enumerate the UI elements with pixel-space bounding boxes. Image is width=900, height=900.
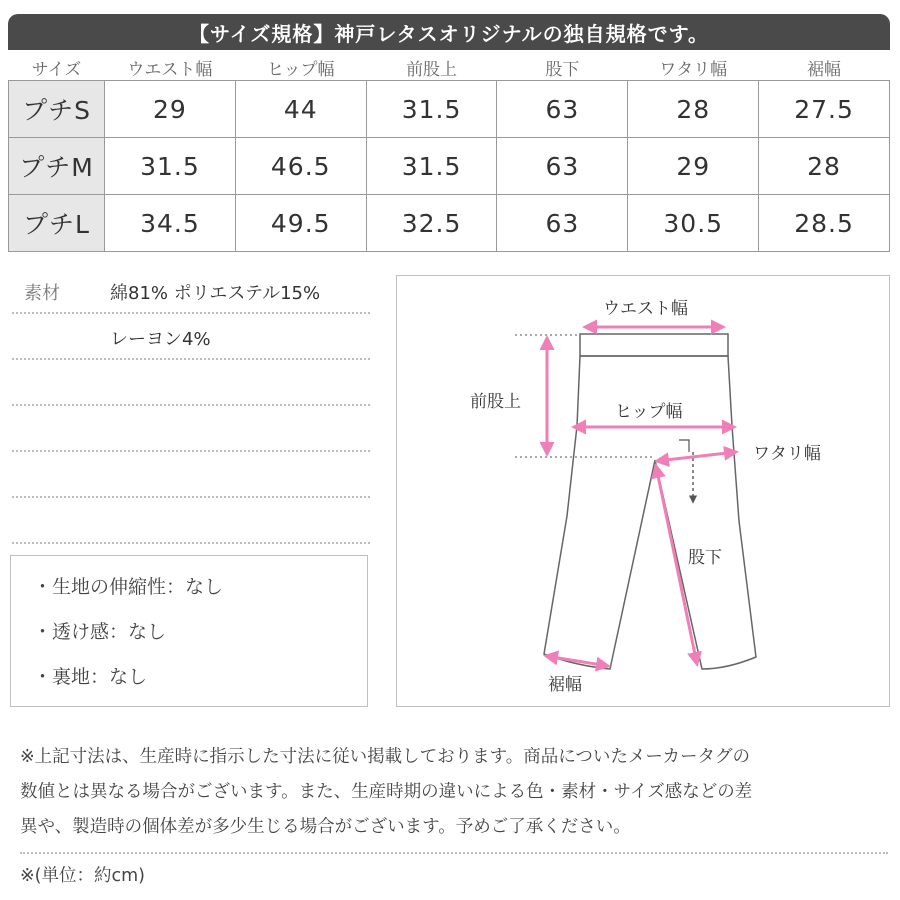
unit-note: ※(単位：約cm) xyxy=(20,866,145,886)
material-section xyxy=(12,268,370,544)
crotch-corner xyxy=(679,440,689,452)
table-row xyxy=(9,81,890,138)
thigh-label: ワタリ幅 xyxy=(753,444,821,464)
table-cell: 63 xyxy=(497,195,628,252)
disclaimer-line: 数値とは異なる場合がございます。また、生産時期の違いによる色・素材・サイズ感などの差 xyxy=(20,782,753,802)
column-header: 裾幅 xyxy=(807,59,842,80)
empty-dotted-row xyxy=(12,498,370,544)
fabric-notes-box xyxy=(10,555,368,707)
measurement-diagram xyxy=(396,275,890,707)
size-label: プチL xyxy=(9,195,105,252)
disclaimer-text xyxy=(20,740,888,845)
size-spec-header xyxy=(8,14,890,50)
header-title: 【サイズ規格】神戸レタスオリジナルの独自規格です。 xyxy=(189,21,709,46)
column-header: ヒップ幅 xyxy=(266,59,335,80)
hem-label: 裾幅 xyxy=(548,675,582,695)
table-cell: 28 xyxy=(759,138,890,195)
disclaimer-line: 異や、製造時の個体差が多少生じる場合がございます。予めご了承ください。 xyxy=(20,817,631,837)
divider xyxy=(20,852,888,854)
inseam-label: 股下 xyxy=(688,548,722,568)
empty-dotted-row xyxy=(12,452,370,498)
table-cell: 29 xyxy=(105,81,236,138)
hip-label: ヒップ幅 xyxy=(615,402,683,422)
table-cell: 44 xyxy=(235,81,366,138)
size-label: プチM xyxy=(9,138,105,195)
table-cell: 29 xyxy=(628,138,759,195)
size-label: プチS xyxy=(9,81,105,138)
pants-diagram xyxy=(397,276,891,708)
waist-label: ウエスト幅 xyxy=(603,299,688,319)
column-header: ワタリ幅 xyxy=(659,59,728,80)
material-value-line2: レーヨン4% xyxy=(110,329,211,350)
table-cell: 31.5 xyxy=(366,138,497,195)
note-stretch: ・生地の伸縮性：なし xyxy=(33,576,224,598)
size-table xyxy=(8,54,890,252)
material-row xyxy=(12,268,370,314)
table-cell: 30.5 xyxy=(628,195,759,252)
empty-dotted-row xyxy=(12,406,370,452)
thigh-arrow xyxy=(657,452,736,461)
table-cell: 28 xyxy=(628,81,759,138)
table-cell: 46.5 xyxy=(235,138,366,195)
column-header: 前股上 xyxy=(406,59,458,80)
note-sheerness: ・透け感：なし xyxy=(33,621,167,643)
table-cell: 31.5 xyxy=(366,81,497,138)
table-cell: 31.5 xyxy=(105,138,236,195)
table-cell: 28.5 xyxy=(759,195,890,252)
table-cell: 63 xyxy=(497,138,628,195)
table-header-row xyxy=(9,54,890,81)
note-lining: ・裏地：なし xyxy=(33,666,148,688)
column-header: 股下 xyxy=(545,59,580,80)
column-header: ウエスト幅 xyxy=(127,59,213,80)
material-row xyxy=(12,314,370,360)
table-cell: 49.5 xyxy=(235,195,366,252)
empty-dotted-row xyxy=(12,360,370,406)
material-label: 素材 xyxy=(24,283,60,304)
material-value-line1: 綿81% ポリエステル15% xyxy=(110,283,321,304)
pants-waistband xyxy=(580,334,728,356)
table-row xyxy=(9,195,890,252)
disclaimer-line: ※上記寸法は、生産時に指示した寸法に従い掲載しております。商品についたメーカータグの xyxy=(20,747,751,767)
table-cell: 32.5 xyxy=(366,195,497,252)
front-rise-label: 前股上 xyxy=(470,392,521,412)
table-cell: 63 xyxy=(497,81,628,138)
table-row xyxy=(9,138,890,195)
table-cell: 34.5 xyxy=(105,195,236,252)
table-cell: 27.5 xyxy=(759,81,890,138)
corner-label: サイズ xyxy=(31,59,82,80)
